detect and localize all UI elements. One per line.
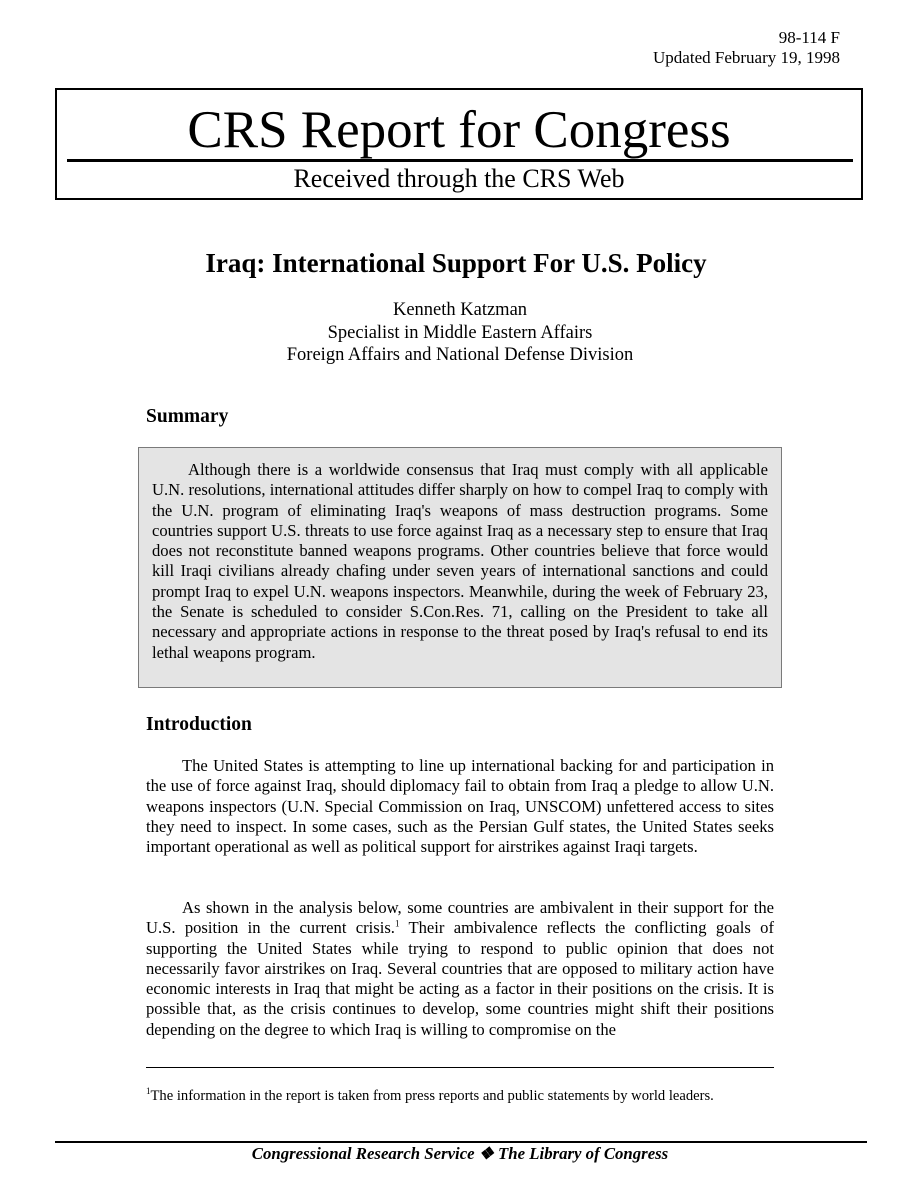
summary-box <box>138 447 782 688</box>
introduction-heading: Introduction <box>146 714 252 735</box>
footnote-reference[interactable]: 1 <box>394 918 400 929</box>
page-footer: Congressional Research Service ❖ The Library of Congress <box>251 1144 669 1163</box>
summary-heading: Summary <box>146 406 229 427</box>
footnote-marker: 1 <box>146 1086 151 1097</box>
report-banner <box>55 88 863 200</box>
updated-date: Updated February 19, 1998 <box>653 48 840 67</box>
author-position: Specialist in Middle Eastern Affairs <box>327 322 593 343</box>
footnote <box>146 1087 786 1105</box>
author-block <box>0 299 920 367</box>
banner-subtitle: Received through the CRS Web <box>293 164 625 193</box>
report-title: Iraq: International Support For U.S. Policy <box>205 248 707 278</box>
footnote-text: The information in the report is taken from press reports and public statements by world leaders. <box>150 1088 714 1104</box>
summary-text: Although there is a worldwide consensus that Iraq must comply with all applicable U.N. resolutions, international attitudes differ sharply on how to compel Iraq to comply with the U.N. program of eliminating Iraq's weapons of mass destruction programs. Some countries support U.S. threats to use force against Iraq as a necessary step to ensure that Iraq does not reconstitute banned weapons programs. Other countries believe that force would kill Iraqi civilians already chafing under seven years of international sanctions and could prompt Iraq to expel U.N. weapons inspectors. Meanwhile, during the week of February 23, the Senate is scheduled to consider S.Con.Res. 71, calling on the President to take all necessary and appropriate actions in response to the threat posed by Iraq's refusal to end its lethal weapons program. <box>152 460 768 662</box>
report-number: 98-114 F <box>778 28 840 47</box>
author-division: Foreign Affairs and National Defense Division <box>286 345 634 365</box>
paragraph-text-end: Their ambivalence reflects the conflicting goals of supporting the United States while trying to respond to public opinion that does not necessarily favor airstrikes on Iraq. Several countries that are opposed to military action have economic interests in Iraq that might be acting as a factor in their positions on the crisis. It is possible that, as the crisis continues to develop, some countries might shift their positions depending on the degree to which Iraq is willing to compromise on the <box>146 918 774 1039</box>
author-name: Kenneth Katzman <box>392 300 528 320</box>
introduction-paragraph-1 <box>146 756 774 857</box>
footnote-divider <box>146 1067 774 1068</box>
banner-rule <box>67 159 853 162</box>
paragraph-text: The United States is attempting to line up international backing for and participation in the use of force against Iraq, should diplomacy fail to obtain from Iraq a pledge to allow U.N. weapons inspectors (U.N. Special Commission on Iraq, UNSCOM) unfettered access to sites they need to inspect. In some cases, such as the Persian Gulf states, the United States seeks important operational as well as political support for airstrikes against Iraqi targets. <box>146 756 774 857</box>
introduction-paragraph-2 <box>146 898 774 1040</box>
paragraph-text <box>146 898 774 1040</box>
report-identifier <box>653 28 840 68</box>
banner-title: CRS Report for Congress <box>187 101 731 159</box>
paragraph-text-start: As shown in the analysis below, some countries are ambivalent in their support for the U.S. position in the current crisis. <box>146 898 774 938</box>
